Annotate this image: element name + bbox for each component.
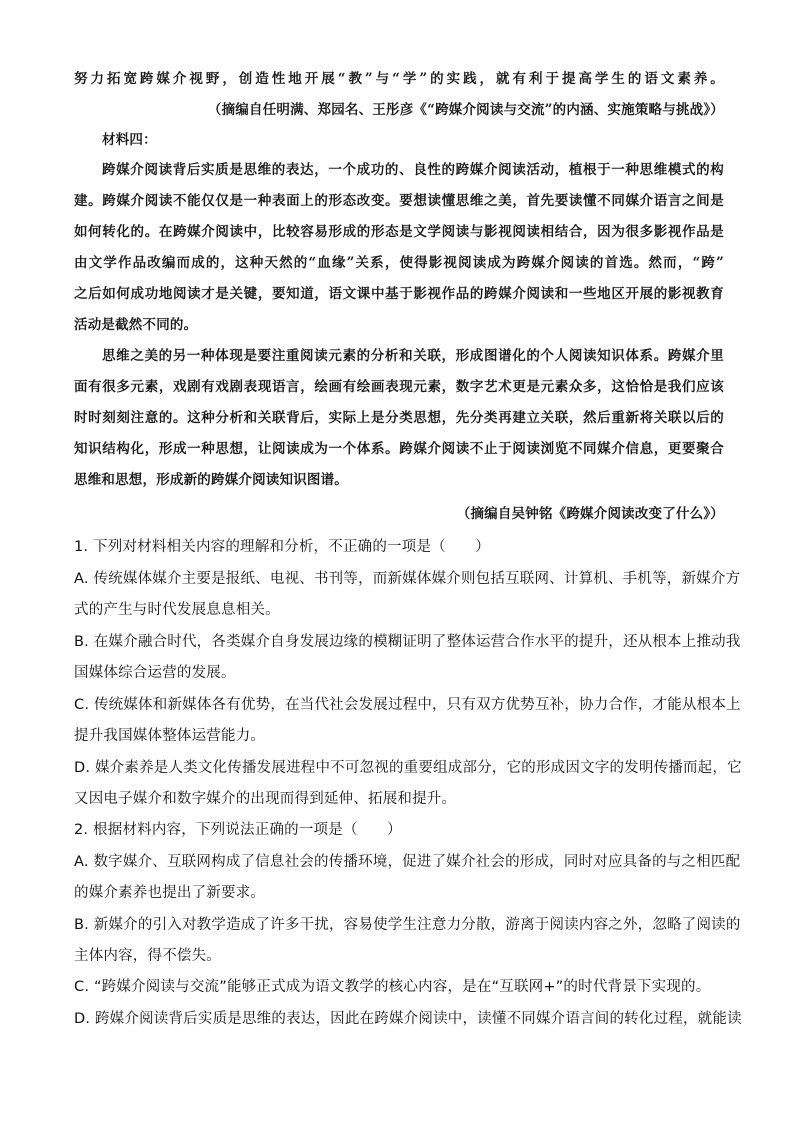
material3-source: （摘编自任明满、郑园名、王彤彦《“跨媒介阅读与交流”的内涵、实施策略与挑战》） <box>207 102 724 118</box>
question-1-option-c: C. 传统媒体和新媒体各有优势，在当代社会发展过程中，只有双方优势互补，协力合作，才能从根本上 <box>74 697 741 713</box>
material4-p2-line: 时时刻刻注意的。这种分析和关联背后，实际上是分类思想，先分类再建立关联，然后重新将关联以后的 <box>74 410 724 426</box>
question-1-option-d: D. 媒介素养是人类文化传播发展进程中不可忽视的重要组成部分，它的形成因文字的发明传播而起，它 <box>74 760 742 776</box>
question-2-option-c: C. “跨媒介阅读与交流”能够正式成为语文教学的核心内容，是在“互联网+”的时代背景下实现的。 <box>74 979 711 995</box>
question-2-option-d: D. 跨媒介阅读背后实质是思维的表达，因此在跨媒介阅读中，读懂不同媒介语言间的转化过程，就能读 <box>74 1011 742 1027</box>
question-1-option-b: 国媒体综合运营的发展。 <box>74 665 236 681</box>
material4-p2-line: 知识结构化，形成一种思想，让阅读成为一个体系。跨媒介阅读不止于阅读浏览不同媒介信息，更要聚合 <box>74 441 724 457</box>
question-2-option-b: B. 新媒介的引入对教学造成了许多干扰，容易使学生注意力分散，游离于阅读内容之外，忽略了阅读的 <box>74 917 741 933</box>
question-1-stem: 1. 下列对材料相关内容的理解和分析，不正确的一项是（ ） <box>74 539 490 555</box>
question-1-option-a: 式的产生与时代发展息息相关。 <box>74 602 280 618</box>
material4-p1-line: 由文学作品改编而成的，这种天然的“血缘”关系，使得影视阅读成为跨媒介阅读的首选。然而，“跨” <box>74 255 724 271</box>
question-2-stem: 2. 根据材料内容，下列说法正确的一项是（ ） <box>74 822 402 838</box>
material4-p1-line: 建。跨媒介阅读不能仅仅是一种表面上的形态改变。要想读懂思维之美，首先要读懂不同媒介语言之间是 <box>74 193 724 209</box>
material4-p1-line: 如何转化的。在跨媒介阅读中，比较容易形成的形态是文学阅读与影视阅读相结合，因为很多影视作品是 <box>74 224 724 240</box>
question-2-option-b: 主体内容，得不偿失。 <box>74 948 221 964</box>
question-2-option-a: A. 数字媒介、互联网构成了信息社会的传播环境，促进了媒介社会的形成，同时对应具备的与之相匹配 <box>74 854 741 870</box>
material4-p2-line: 面有很多元素，戏剧有戏剧表现语言，绘画有绘画表现元素，数字艺术更是元素众多，这恰恰是我们应该 <box>74 379 724 395</box>
material4-p1-line: 跨媒介阅读背后实质是思维的表达，一个成功的、良性的跨媒介阅读活动，植根于一种思维模式的构 <box>102 162 724 178</box>
material4-p2-line: 思维之美的另一种体现是要注重阅读元素的分析和关联，形成图谱化的个人阅读知识体系。跨媒介里 <box>102 348 724 364</box>
question-1-option-c: 提升我国媒体整体运营能力。 <box>74 728 266 744</box>
material3-closing-line: 努力拓宽跨媒介视野，创造性地开展“教”与“学”的实践，就有利于提高学生的语文素养。 <box>74 71 724 87</box>
material4-p1-line: 之后如何成功地阅读才是关键，要知道，语文课中基于影视作品的跨媒介阅读和一些地区开展的影视教育 <box>74 286 724 302</box>
material4-heading: 材料四： <box>102 132 157 148</box>
material4-p2-line: 思维和思想，形成新的跨媒介阅读知识图谱。 <box>74 472 348 488</box>
question-1-option-a: A. 传统媒体媒介主要是报纸、电视、书刊等，而新媒体媒介则包括互联网、计算机、手机等，新媒介方 <box>74 571 741 587</box>
question-1-option-b: B. 在媒介融合时代，各类媒介自身发展边缘的模糊证明了整体运营合作水平的提升，还从根本上推动我 <box>74 634 741 650</box>
question-1-option-d: 又因电子媒介和数字媒介的出现而得到延伸、拓展和提升。 <box>74 791 457 807</box>
question-2-option-a: 的媒介素养也提出了新要求。 <box>74 885 266 901</box>
material4-p1-line: 活动是截然不同的。 <box>74 317 198 333</box>
material4-source: （摘编自吴钟铭《跨媒介阅读改变了什么》） <box>456 506 724 522</box>
